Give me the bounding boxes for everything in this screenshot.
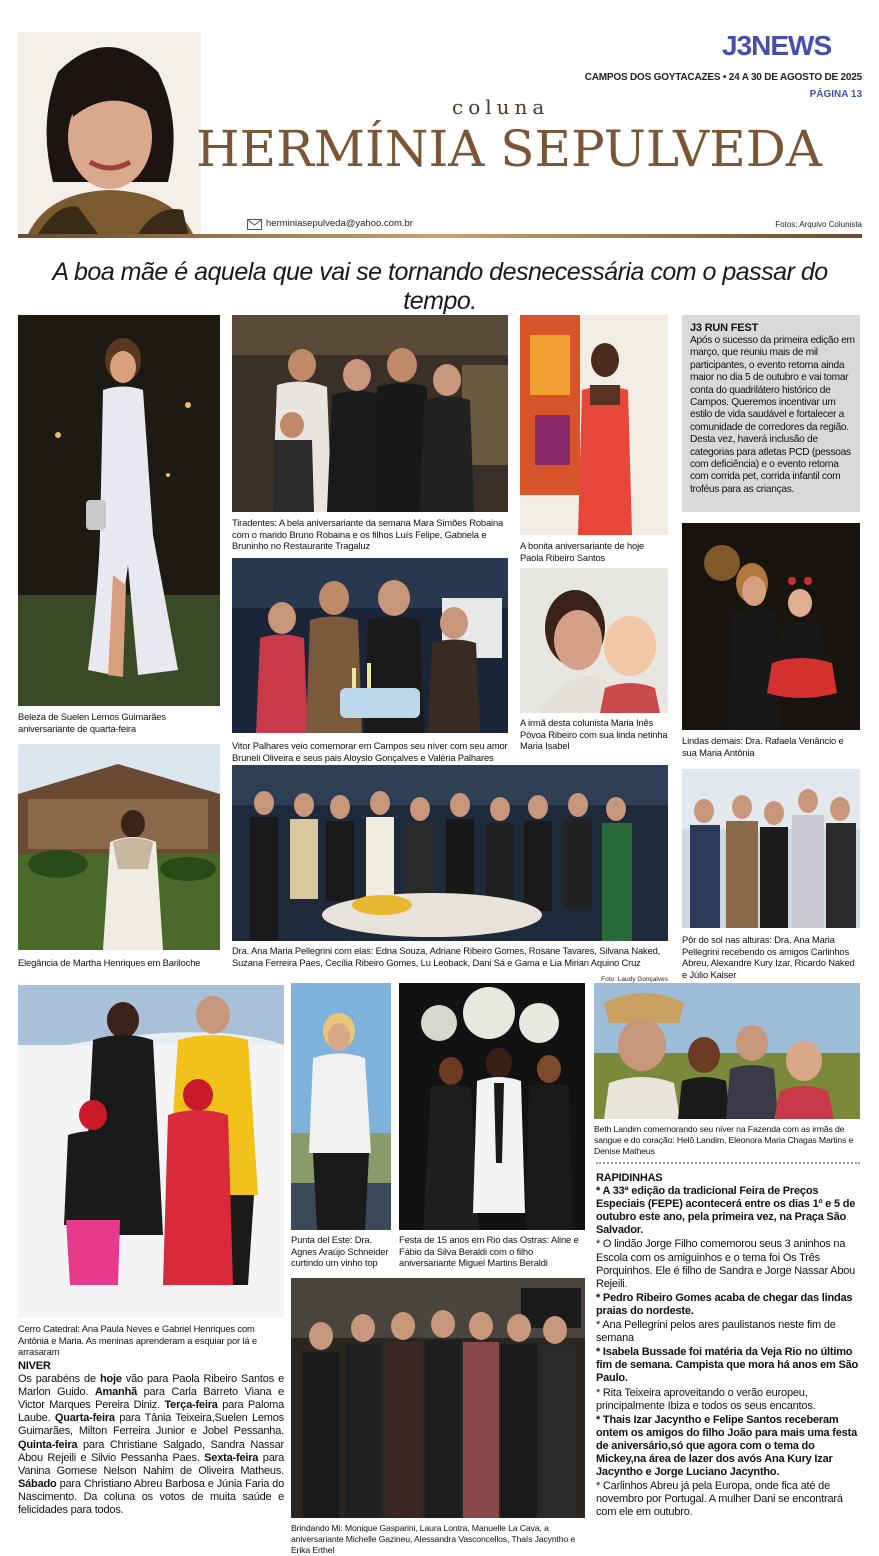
photo-festa15 xyxy=(399,983,585,1230)
rapidinha-item: * Ana Pellegrini pelos ares paulistanos neste fim de semana xyxy=(596,1319,836,1345)
rapidinhas-list xyxy=(596,1185,860,1519)
caption-suelen: Beleza de Suelen Lemos Guimarães aniversariante de quarta-feira xyxy=(18,711,166,734)
caption-vitor: Vitor Palhares veio comemorar em Campos seu níver com seu amor Bruneli Oliveira e seus pais Aloysio Gonçalves e Valéria Palhares xyxy=(232,740,508,763)
photo-credit: Fotos: Arquivo Colunista xyxy=(775,220,862,229)
headline-quote: A boa mãe é aquela que vai se tornando desnecessária com o passar do tempo. xyxy=(52,258,828,315)
caption-dra-ana: Dra. Ana Maria Pellegrini com elas: Edna Souza, Adriane Ribeiro Gomes, Rosane Tavares, Silvana Naked, Suzana Ferreira Paes, Cecília Ribeiro Gomes, Lu Leoback, Dani Sá e Gama e Lia Mirian Aquino Cruz xyxy=(232,945,661,968)
rapidinhas-section xyxy=(596,1172,860,1520)
rapidinha-item: * Isabela Bussade foi matéria da Veja Rio no último fim de semana. Campista que mora há anos em São Paulo. xyxy=(596,1346,859,1385)
photo-martha xyxy=(18,744,220,950)
j3news-logo: J3NEWS xyxy=(722,30,832,61)
columnist-name: HERMÍNIA SEPULVEDA xyxy=(196,120,822,178)
edition-info: CAMPOS DOS GOYTACAZES • 24 A 30 DE AGOSTO DE 2025 xyxy=(584,72,862,83)
photo-suelen xyxy=(18,315,220,706)
photo-brindando xyxy=(291,1278,585,1518)
photo-punta xyxy=(291,983,391,1230)
caption-beth: Beth Landim comemorando seu níver na Fazenda com as irmãs de sangue e do coração: Helô Landim, Eleonora Maria Chagas Martins e Denise Matheus xyxy=(594,1124,854,1156)
rapidinha-item: * A 33ª edição da tradicional Feira de Preços Especiais (FEPE) acontecerá entre os dias 1º e 5 de outubro este ano, pela primeira vez, na Praça São Salvador. xyxy=(596,1185,856,1237)
email-icon xyxy=(247,219,262,230)
photo-por-do-sol xyxy=(682,769,860,928)
rapidinha-item: * Thais Izar Jacyntho e Felipe Santos receberam ontem os amigos do filho João para mais uma festa de aniversário,só que agora com o tema do Mickey,na área de lazer dos avós Ana Kury Izar Jacyntho e Jorge Luciano Jacyntho. xyxy=(596,1413,857,1479)
photo-mara xyxy=(232,315,508,512)
caption-mara: Tiradentes: A bela aniversariante da semana Mara Simões Robaina com o marido Bruno Robaina e os filhos Luís Felipe, Gabriela e Bruninho no Restaurante Tragaluz xyxy=(232,517,504,552)
caption-punta: Punta del Este: Dra. Agnes Araújo Schneider curtindo um vinho top xyxy=(291,1234,389,1269)
photo-paola xyxy=(520,315,668,535)
caption-maria-ines: A irmã desta colunista Maria Inês Póvoa Ribeiro com sua linda netinha Maria Isabel xyxy=(520,717,668,752)
dotted-divider xyxy=(596,1162,860,1164)
caption-festa15: Festa de 15 anos em Rio das Ostras: Aline e Fábio da Silva Beraldi com o filho aniversariante Miguel Martins Beraldi xyxy=(399,1234,579,1269)
columnist-email[interactable]: herminiasepulveda@yahoo.com.br xyxy=(266,218,413,229)
caption-brindando: Brindando Mi: Monique Gasparini, Laura Lontra, Manuelle La Cava, a aniversariante Michelle Gazineu, Alessandra Vasconcellos, Thaís Jacyntho e Erika Erthel xyxy=(291,1523,576,1555)
photo-maria-ines xyxy=(520,568,668,713)
photo-vitor xyxy=(232,558,508,733)
photo-dra-ana xyxy=(232,765,668,941)
niver-title: NIVER xyxy=(18,1360,51,1372)
columnist-portrait xyxy=(18,32,201,234)
caption-martha: Elegância de Martha Henriques em Bariloche xyxy=(18,957,201,968)
page-number: PÁGINA 13 xyxy=(809,89,862,100)
rapidinhas-title: RAPIDINHAS xyxy=(596,1172,663,1184)
rapidinha-item: * O lindão Jorge Filho comemorou seus 3 aninhos na Escola com os amiguinhos e o tema foi Os Três Porquinhos. Ele é filho de Sandra e Jorge Nassar Abou Rejeili. xyxy=(596,1238,856,1290)
column-label: coluna xyxy=(452,95,550,119)
run-fest-title: J3 RUN FEST xyxy=(690,322,759,334)
rapidinha-item: * Carlinhos Abreu já pela Europa, onde fica até de novembro por Portugal. A mulher Dani se encontrará com ele em outubro. xyxy=(596,1480,843,1519)
photo-beth xyxy=(594,983,860,1119)
rapidinha-item: * Pedro Ribeiro Gomes acaba de chegar das lindas praias do nordeste. xyxy=(596,1291,853,1317)
niver-section xyxy=(18,1360,284,1517)
caption-lindas: Lindas demais: Dra. Rafaela Venâncio e sua Maria Antônia xyxy=(682,735,844,758)
foto-credit: Foto: Laudy Gonçalves xyxy=(601,976,668,983)
run-fest-text: Após o sucesso da primeira edição em março, que reuniu mais de mil participantes, o evento retorna ainda maior no dia 5 de outubro e vai tomar conta do quadrilátero histórico de Campos. Queremos incentivar um estilo de vida saudável e fortalecer a comunidade de corredores da região. Desta vez, haverá inclusão de categorias para atletas PCD (pessoas com deficiência) e o evento retorna com corrida pet, corrida infantil com troféus para as crianças. xyxy=(690,335,855,495)
rapidinha-item: * Rita Teixeira aproveitando o verão europeu, principalmente Ibiza e todos os seus encantos. xyxy=(596,1386,816,1412)
caption-por-do-sol: Pôr do sol nas alturas: Dra. Ana Maria Pellegrini recebendo os amigos Carlinhos Abreu, Alexandre Kury Izar, Ricardo Naked e Júlio Kaiser xyxy=(682,934,855,980)
niver-text: Os parabéns de hoje vão para Paola Ribeiro Santos e Marlon Guido. Amanhã para Carla Barreto Viana e Victor Marques Pereira Diniz. Terça-feira para Paloma Laube. Quarta-feira para Tânia Teixeira,Suelen Lemos Guimarães, Milton Ferreira Junior e Jobel Pessanha. Quinta-feira para Christiane Salgado, Sandra Nassar Abou Rejeili e Silvio Pessanha Paes. Sexta-feira para Vanina Gomese Nelson Nahim de Oliveira Matheus. Sábado para Christiano Abreu Barbosa e Júnia Faria do Nascimento. Da coluna os votos de muita saúde e felicidades para todos. xyxy=(18,1373,284,1517)
photo-cerro xyxy=(18,985,284,1318)
caption-cerro: Cerro Catedral: Ana Paula Neves e Gabriel Henriques com Antônia e Maria. As meninas aprenderam a esquiar por lá e arrasaram xyxy=(18,1323,257,1358)
masthead-rule xyxy=(18,234,862,238)
caption-paola: A bonita aniversariante de hoje Paola Ribeiro Santos xyxy=(520,540,645,563)
photo-lindas xyxy=(682,523,860,730)
